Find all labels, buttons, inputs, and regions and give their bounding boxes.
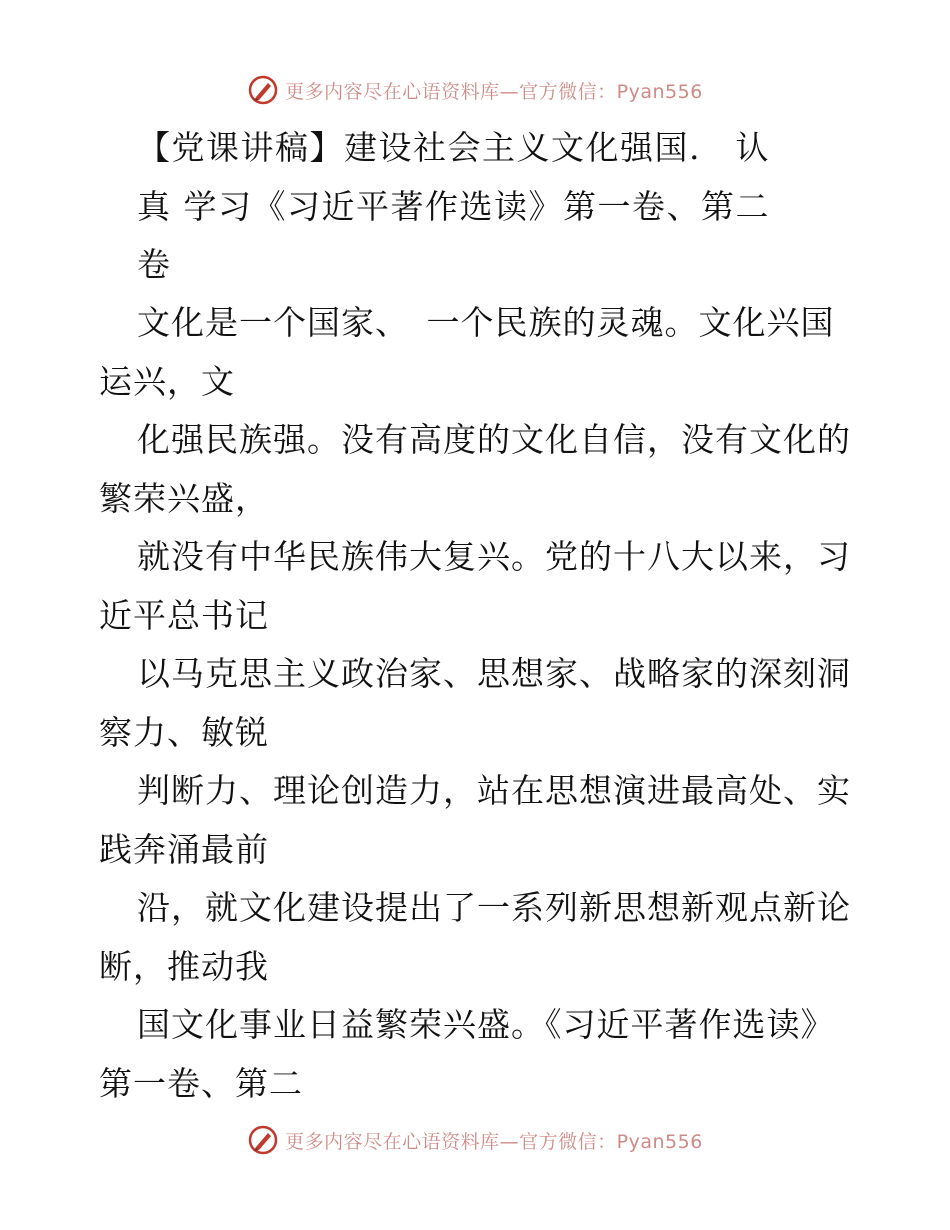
body-line-1: 文化是一个国家、 一个民族的灵魂。文化兴国 [137, 303, 835, 342]
body-line-13: 国文化事业日益繁荣兴盛。《习近平著作选读》 [137, 1005, 835, 1044]
body-line-5: 就没有中华民族伟大复兴。党的十八大以来，习 [137, 537, 851, 576]
body-line-14: 第一卷、第二 [99, 1064, 303, 1103]
footer-watermark-text: 更多内容尽在心语资料库—官方微信：Pyan556 [285, 1130, 703, 1153]
pen-logo-icon [247, 1124, 279, 1156]
document-title-line-2: 真 学习《习近平著作选读》第一卷、第二 [137, 187, 770, 226]
body-line-6: 近平总书记 [99, 596, 269, 635]
body-line-3: 化强民族强。没有高度的文化自信，没有文化的 [137, 420, 851, 459]
body-line-7: 以马克思主义政治家、思想家、战略家的深刻洞 [137, 654, 851, 693]
footer-watermark-banner [0, 1120, 950, 1160]
document-title-line-3: 卷 [137, 245, 172, 284]
body-line-10: 践奔涌最前 [99, 830, 269, 869]
header-watermark-text: 更多内容尽在心语资料库—官方微信：Pyan556 [285, 80, 703, 103]
body-line-4: 繁荣兴盛， [99, 479, 269, 518]
body-line-9: 判断力、理论创造力，站在思想演进最高处、实 [137, 771, 851, 810]
body-line-2: 运兴，文 [99, 362, 235, 401]
body-line-12: 断，推动我 [99, 947, 269, 986]
body-line-8: 察力、敏锐 [99, 713, 269, 752]
document-title-line-1: 【党课讲稿】建设社会主义文化强国. 认 [137, 128, 770, 167]
body-line-11: 沿，就文化建设提出了一系列新思想新观点新论 [137, 888, 851, 927]
